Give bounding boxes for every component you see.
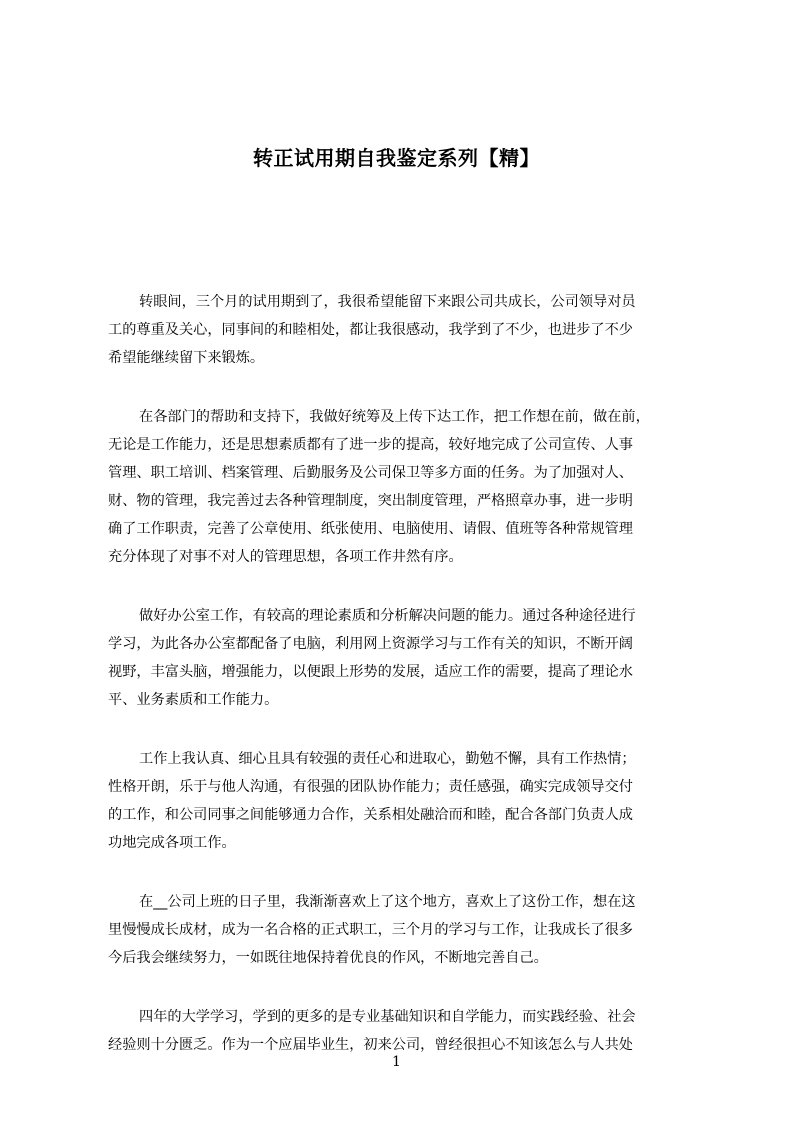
paragraph-line: 无论是工作能力，还是思想素质都有了进一步的提高，较好地完成了公司宣传、人事	[108, 437, 633, 453]
paragraph-line: 学习，为此各办公室都配备了电脑，利用网上资源学习与工作有关的知识，不断开阔	[108, 636, 633, 652]
page-number: 1	[392, 1054, 401, 1070]
paragraph-1	[108, 288, 700, 372]
paragraph-line: 经验则十分匮乏。作为一个应届毕业生，初来公司，曾经很担心不知该怎么与人共处	[108, 1037, 633, 1053]
paragraph-line: 今后我会继续努力，一如既往地保持着优良的作风，不断地完善自己。	[108, 950, 548, 966]
paragraph-line: 充分体现了对事不对人的管理思想，各项工作井然有序。	[108, 549, 463, 565]
paragraph-line: 希望能继续留下来锻炼。	[108, 350, 265, 366]
paragraph-4	[108, 745, 700, 857]
paragraph-line: 做好办公室工作，有较高的理论素质和分析解决问题的能力。通过各种途径进行	[139, 608, 636, 624]
paragraph-line: 四年的大学学习，学到的更多的是专业基础知识和自学能力，而实践经验、社会	[139, 1009, 636, 1025]
paragraph-line: 工作上我认真、细心且具有较强的责任心和进取心，勤勉不懈，具有工作热情；	[139, 751, 636, 767]
paragraph-3	[108, 602, 700, 714]
paragraph-line: 确了工作职责，完善了公章使用、纸张使用、电脑使用、请假、值班等各种常规管理	[108, 521, 633, 537]
paragraph-line: 在各部门的帮助和支持下，我做好统筹及上传下达工作，把工作想在前，做在前，	[139, 409, 650, 425]
paragraph-6	[108, 1003, 700, 1059]
paragraph-line: 在__公司上班的日子里，我渐渐喜欢上了这个地方，喜欢上了这份工作，想在这	[139, 894, 636, 910]
paragraph-line: 工的尊重及关心，同事间的和睦相处，都让我很感动，我学到了不少，也进步了不少	[108, 322, 633, 338]
paragraph-5	[108, 888, 700, 972]
paragraph-line: 视野，丰富头脑，增强能力，以便跟上形势的发展，适应工作的需要，提高了理论水	[108, 664, 633, 680]
paragraph-line: 性格开朗，乐于与他人沟通，有很强的团队协作能力；责任感强，确实完成领导交付	[108, 779, 633, 795]
paragraph-line: 平、业务素质和工作能力。	[108, 692, 279, 708]
paragraph-line: 功地完成各项工作。	[108, 835, 236, 851]
paragraph-line: 转眼间，三个月的试用期到了，我很希望能留下来跟公司共成长，公司领导对员	[139, 294, 636, 310]
document-title: 转正试用期自我鉴定系列【精】	[253, 146, 540, 170]
paragraph-line: 管理、职工培训、档案管理、后勤服务及公司保卫等多方面的任务。为了加强对人、	[108, 465, 633, 481]
paragraph-line: 财、物的管理，我完善过去各种管理制度，突出制度管理，严格照章办事，进一步明	[108, 493, 633, 509]
paragraph-2	[108, 403, 700, 571]
document-body	[108, 288, 700, 1090]
paragraph-line: 的工作，和公司同事之间能够通力合作，关系相处融洽而和睦，配合各部门负责人成	[108, 807, 633, 823]
paragraph-line: 里慢慢成长成材，成为一名合格的正式职工，三个月的学习与工作，让我成长了很多	[108, 922, 633, 938]
